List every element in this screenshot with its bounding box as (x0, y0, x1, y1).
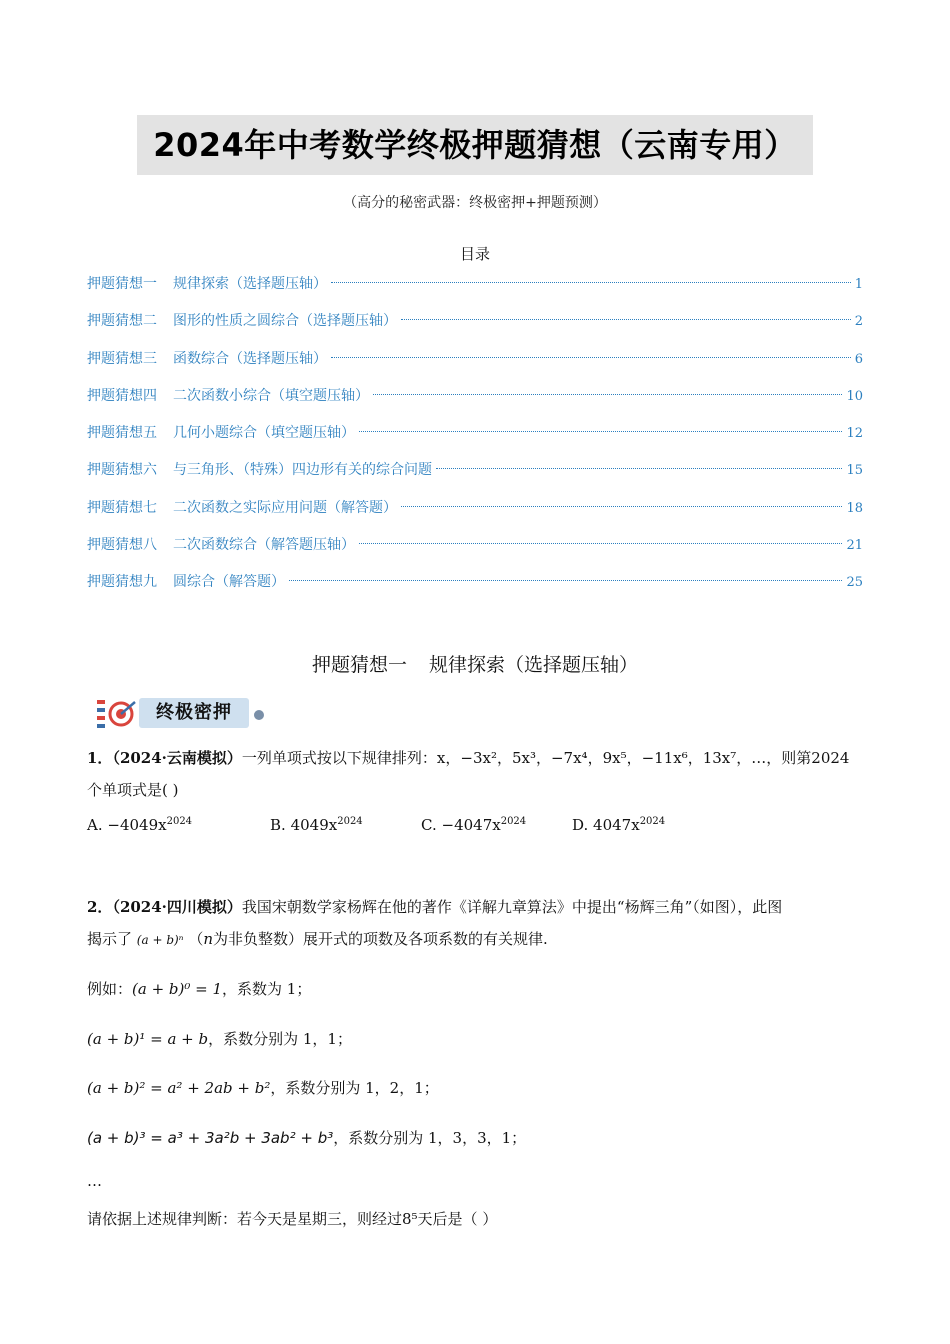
example-line-0 (87, 978, 311, 999)
option-b-letter: B. (270, 816, 286, 834)
example-desc-1: ，系数分别为 1，1； (208, 1030, 352, 1048)
toc-leader-dots (289, 580, 842, 581)
option-a-value: −4049x (107, 816, 167, 834)
toc-item-label (87, 308, 397, 334)
badge-label: 终极密押 (139, 698, 249, 728)
option-b-value: 4049x (290, 816, 338, 834)
question-2-stem-mid: （ (188, 930, 204, 948)
toc-item-text: 二次函数综合（解答题压轴） (173, 537, 355, 554)
toc-heading: 目录 (459, 245, 490, 263)
toc-leader-dots (401, 319, 851, 320)
toc-item-page: 12 (846, 426, 863, 442)
option-c-letter: C. (421, 816, 437, 834)
example-expr-0: (a + b)⁰ = 1 (132, 980, 223, 998)
option-b[interactable] (270, 816, 363, 834)
option-c[interactable] (421, 816, 526, 834)
toc-item-text: 规律探索（选择题压轴） (173, 276, 327, 292)
toc-item[interactable] (87, 271, 863, 308)
toc-item-label (87, 420, 355, 446)
example-expr-1: (a + b)¹ = a + b (87, 1030, 209, 1048)
example-expr-3: (a + b)³ = a³ + 3a²b + 3ab² + b³ (87, 1129, 334, 1147)
option-d-exponent: 2024 (639, 816, 666, 827)
target-icon (95, 696, 141, 732)
toc-item-text: 函数综合（选择题压轴） (173, 350, 327, 367)
example-expr-2: (a + b)² = a² + 2ab + b² (87, 1079, 271, 1097)
toc-item-number: 押题猜想三 (87, 350, 157, 367)
section-heading (0, 650, 950, 677)
question-2-n: n (203, 930, 214, 948)
toc-item-text: 图形的性质之圆综合（选择题压轴） (173, 313, 397, 330)
question-1-number: 1． (87, 749, 113, 767)
toc-item-label (87, 271, 327, 297)
toc-item-page: 15 (846, 463, 863, 479)
toc-item-label (87, 383, 369, 409)
toc-item-text: 几何小题综合（填空题压轴） (173, 425, 355, 442)
example-line-2 (87, 1077, 439, 1098)
question-1-stem-cont: 个单项式是( ) (87, 781, 179, 799)
toc-leader-dots (331, 282, 851, 283)
example-line-1 (87, 1028, 352, 1049)
question-2-source: （2024·四川模拟） (112, 898, 242, 916)
toc-item-page: 18 (846, 500, 863, 516)
example-desc-2: ，系数分别为 1，2，1； (270, 1079, 439, 1097)
option-d-value: 4047x (593, 816, 640, 834)
option-c-exponent: 2024 (500, 816, 527, 827)
toc-item-text: 与三角形、（特殊）四边形有关的综合问题 (173, 462, 432, 479)
toc-item-page: 1 (854, 277, 863, 292)
option-a[interactable] (87, 816, 192, 834)
toc-leader-dots (359, 431, 842, 432)
example-desc-3: ，系数分别为 1，3，3，1； (333, 1129, 527, 1147)
toc-item[interactable] (87, 495, 863, 532)
question-1-stem: 一列单项式按以下规律排列：x，−3x²，5x³，−7x⁴，9x⁵，−11x⁶，13x⁷，…，则第2024 (241, 749, 850, 767)
question-1 (87, 742, 867, 806)
option-b-exponent: 2024 (337, 816, 363, 827)
toc-item-number: 押题猜想七 (87, 499, 157, 516)
toc-leader-dots (359, 543, 842, 544)
section-title: 规律探索（选择题压轴） (429, 654, 639, 676)
toc-item-number: 押题猜想八 (87, 537, 157, 554)
question-2-expr: (a + b)ⁿ (136, 933, 184, 947)
toc-item-page: 25 (846, 575, 863, 591)
toc-leader-dots (436, 468, 842, 469)
toc-item-label (87, 346, 327, 372)
section-badge (95, 696, 265, 732)
example-lead: 例如： (87, 980, 133, 998)
table-of-contents (87, 271, 863, 607)
dot-icon (253, 709, 265, 721)
toc-item-page: 21 (846, 538, 863, 554)
question-2-stem: 我国宋朝数学家杨辉在他的著作《详解九章算法》中提出“杨辉三角”（如图），此图 (241, 898, 783, 916)
toc-item-text: 圆综合（解答题） (173, 574, 285, 591)
option-d-letter: D. (572, 816, 589, 834)
toc-leader-dots (331, 357, 851, 358)
toc-item-text: 二次函数小综合（填空题压轴） (173, 387, 369, 404)
example-line-3 (87, 1127, 526, 1148)
toc-item[interactable] (87, 346, 863, 383)
question-2-final: 请依据上述规律判断：若今天是星期三，则经过8⁵天后是（ ） (87, 1210, 498, 1228)
toc-item[interactable] (87, 420, 863, 457)
toc-item-number: 押题猜想一 (87, 276, 157, 292)
toc-item-page: 2 (854, 314, 863, 330)
toc-item-page: 6 (854, 351, 863, 367)
document-title: 2024年中考数学终极押题猜想（云南专用） (153, 126, 797, 164)
toc-leader-dots (401, 506, 842, 507)
toc-item-page: 10 (846, 388, 863, 404)
toc-item-number: 押题猜想二 (87, 313, 157, 330)
ellipsis: … (87, 1172, 102, 1190)
toc-item[interactable] (87, 457, 863, 494)
toc-item-label (87, 569, 285, 595)
toc-item-text: 二次函数之实际应用问题（解答题） (173, 499, 397, 516)
toc-item[interactable] (87, 308, 863, 345)
toc-item-number: 押题猜想九 (87, 574, 157, 591)
toc-item[interactable] (87, 383, 863, 420)
section-number: 押题猜想一 (311, 654, 407, 676)
question-2-number: 2． (87, 898, 113, 916)
option-a-exponent: 2024 (166, 816, 193, 827)
question-2 (87, 891, 867, 956)
option-d[interactable] (572, 816, 665, 834)
question-1-source: （2024·云南模拟） (112, 749, 242, 767)
option-c-value: −4047x (441, 816, 501, 834)
toc-leader-dots (373, 394, 842, 395)
document-subtitle: （高分的秘密武器：终极密押+押题预测） (343, 195, 607, 211)
toc-item-label (87, 495, 397, 521)
option-a-letter: A. (87, 816, 103, 834)
question-2-stem-pre: 揭示了 (87, 930, 133, 948)
question-2-stem-post: 为非负整数）展开式的项数及各项系数的有关规律. (213, 930, 548, 948)
toc-item-number: 押题猜想四 (87, 387, 157, 404)
toc-item-label (87, 457, 432, 483)
toc-item[interactable] (87, 569, 863, 606)
toc-item-label (87, 532, 355, 558)
document-title-banner (137, 115, 813, 175)
example-desc-0: ，系数为 1； (222, 980, 312, 998)
toc-item-number: 押题猜想五 (87, 425, 157, 442)
toc-item-number: 押题猜想六 (87, 462, 157, 479)
toc-item[interactable] (87, 532, 863, 569)
